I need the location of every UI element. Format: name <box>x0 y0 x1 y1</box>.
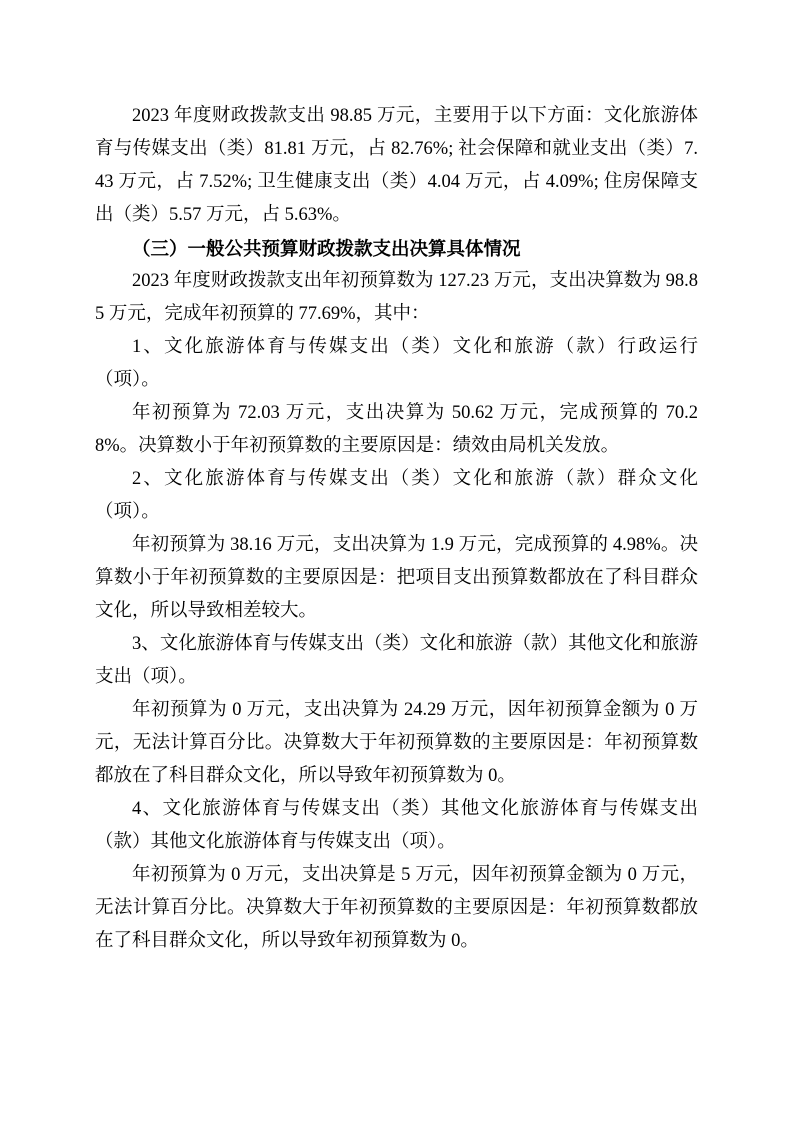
list-item-2-title: 2、文化旅游体育与传媒支出（类）文化和旅游（款）群众文化（项）。 <box>95 469 698 522</box>
list-item-3-detail: 年初预算为 0 万元，支出决算为 24.29 万元，因年初预算金额为 0 万元，无法计算百分比。决算数大于年初预算数的主要原因是：年初预算数都放在了科目群众文化，所以导致年初预算数为 0。 <box>95 700 698 786</box>
paragraph-budget-overview: 2023 年度财政拨款支出年初预算数为 127.23 万元，支出决算数为 98.85 万元，完成年初预算的 77.69%，其中： <box>95 271 698 324</box>
paragraph-funding-summary: 2023 年度财政拨款支出 98.85 万元，主要用于以下方面：文化旅游体育与传媒支出（类）81.81 万元，占 82.76%; 社会保障和就业支出（类）7.43 万元，占 7.52%; 卫生健康支出（类）4.04 万元，占 4.09%; 住房保障支出（类）5.57 万元，占 5.63%。 <box>95 106 698 225</box>
list-item-1-detail: 年初预算为 72.03 万元，支出决算为 50.62 万元，完成预算的 70.28%。决算数小于年初预算数的主要原因是：绩效由局机关发放。 <box>95 403 698 456</box>
list-item-1-title: 1、文化旅游体育与传媒支出（类）文化和旅游（款）行政运行（项）。 <box>95 337 698 390</box>
section-heading: （三）一般公共预算财政拨款支出决算具体情况 <box>132 238 521 259</box>
list-item-4-title: 4、文化旅游体育与传媒支出（类）其他文化旅游体育与传媒支出（款）其他文化旅游体育与传媒支出（项）。 <box>95 799 698 852</box>
list-item-4-detail: 年初预算为 0 万元，支出决算是 5 万元，因年初预算金额为 0 万元，无法计算百分比。决算数大于年初预算数的主要原因是：年初预算数都放在了科目群众文化，所以导致年初预算数为 0。 <box>95 865 698 951</box>
list-item-2-detail: 年初预算为 38.16 万元，支出决算为 1.9 万元，完成预算的 4.98%。决算数小于年初预算数的主要原因是：把项目支出预算数都放在了科目群众文化，所以导致相差较大。 <box>95 535 698 621</box>
list-item-3-title: 3、文化旅游体育与传媒支出（类）文化和旅游（款）其他文化和旅游支出（项）。 <box>95 634 698 687</box>
